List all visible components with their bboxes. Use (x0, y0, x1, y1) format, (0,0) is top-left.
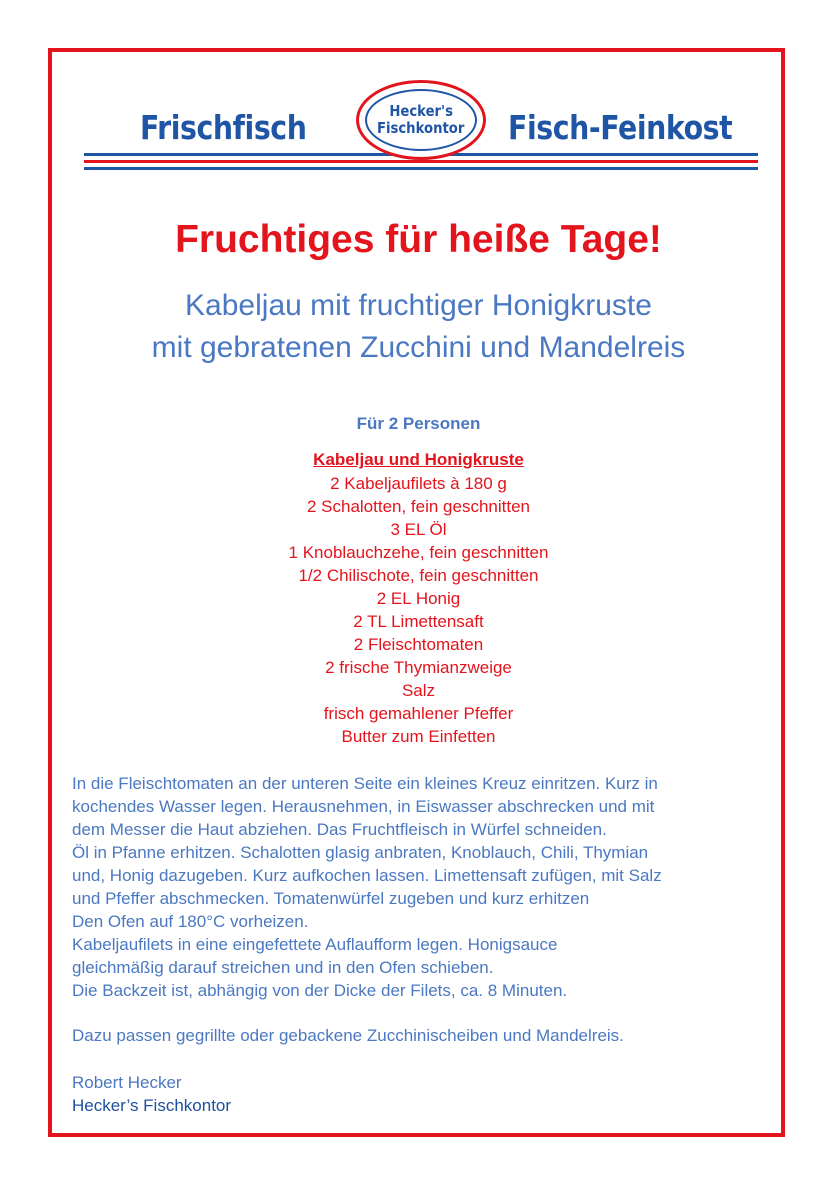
logo-seal (356, 80, 486, 160)
ingredient-item: 2 Kabeljaufilets à 180 g (330, 474, 507, 493)
logo-line-fischkontor: Fischkontor (377, 119, 465, 137)
ingredient-item: Butter zum Einfetten (341, 727, 496, 746)
subtitle-line-1: Kabeljau mit fruchtiger Honigkruste (185, 289, 652, 322)
header-rule-blue-bottom (84, 167, 758, 170)
ingredient-item: 1/2 Chilischote, fein geschnitten (298, 566, 539, 585)
header-banner (84, 78, 758, 178)
ingredient-item: 2 Schalotten, fein geschnitten (306, 497, 531, 516)
page-title: Fruchtiges für heiße Tage! (175, 218, 662, 261)
brand-fisch-feinkost: Fisch-Feinkost (508, 108, 733, 147)
servings-label: Für 2 Personen (356, 414, 481, 433)
instruction-line: gleichmäßig darauf streichen und in den Ofen schieben. (72, 958, 494, 977)
instruction-line: kochendes Wasser legen. Herausnehmen, in Eiswasser abschrecken und mit (72, 797, 655, 816)
instruction-line: Die Backzeit ist, abhängig von der Dicke der Filets, ca. 8 Minuten. (72, 981, 568, 1000)
ingredients-list (52, 472, 785, 748)
ingredient-item: 2 frische Thymianzweige (325, 658, 512, 677)
instruction-line: Öl in Pfanne erhitzen. Schalotten glasig anbraten, Knoblauch, Chili, Thymian (72, 843, 649, 862)
author-name: Robert Hecker (72, 1073, 182, 1092)
ingredient-item: 1 Knoblauchzehe, fein geschnitten (288, 543, 549, 562)
author-company: Hecker’s Fischkontor (72, 1096, 232, 1115)
subtitle-line-2: mit gebratenen Zucchini und Mandelreis (151, 331, 686, 364)
recipe-subtitle (52, 285, 785, 369)
ingredient-item: 2 Fleischtomaten (353, 635, 484, 654)
instruction-line: In die Fleischtomaten an der unteren Seite ein kleines Kreuz einritzen. Kurz in (72, 774, 658, 793)
preparation-instructions (72, 772, 772, 1002)
instruction-line: und, Honig dazugeben. Kurz aufkochen lassen. Limettensaft zufügen, mit Salz (72, 866, 662, 885)
ingredient-item: 2 TL Limettensaft (353, 612, 484, 631)
instruction-line: und Pfeffer abschmecken. Tomatenwürfel zugeben und kurz erhitzen (72, 889, 590, 908)
header-rule-red-bottom (84, 160, 758, 163)
logo-inner-oval (365, 89, 477, 151)
ingredient-item: frisch gemahlener Pfeffer (323, 704, 514, 723)
logo-line-heckers: Hecker's (389, 102, 453, 120)
instruction-line: Kabeljaufilets in eine eingefettete Auflaufform legen. Honigsauce (72, 935, 558, 954)
ingredients-section (52, 448, 785, 748)
brand-frischfisch: Frischfisch (140, 108, 307, 147)
serving-suggestion: Dazu passen gegrillte oder gebackene Zucchinischeiben und Mandelreis. (72, 1026, 624, 1045)
instruction-line: Den Ofen auf 180°C vorheizen. (72, 912, 309, 931)
ingredient-item: 2 EL Honig (376, 589, 461, 608)
ingredients-heading: Kabeljau und Honigkruste (313, 450, 524, 469)
instruction-line: dem Messer die Haut abziehen. Das Fruchtfleisch in Würfel schneiden. (72, 820, 607, 839)
ingredient-item: 3 EL Öl (390, 520, 447, 539)
ingredient-item: Salz (401, 681, 436, 700)
